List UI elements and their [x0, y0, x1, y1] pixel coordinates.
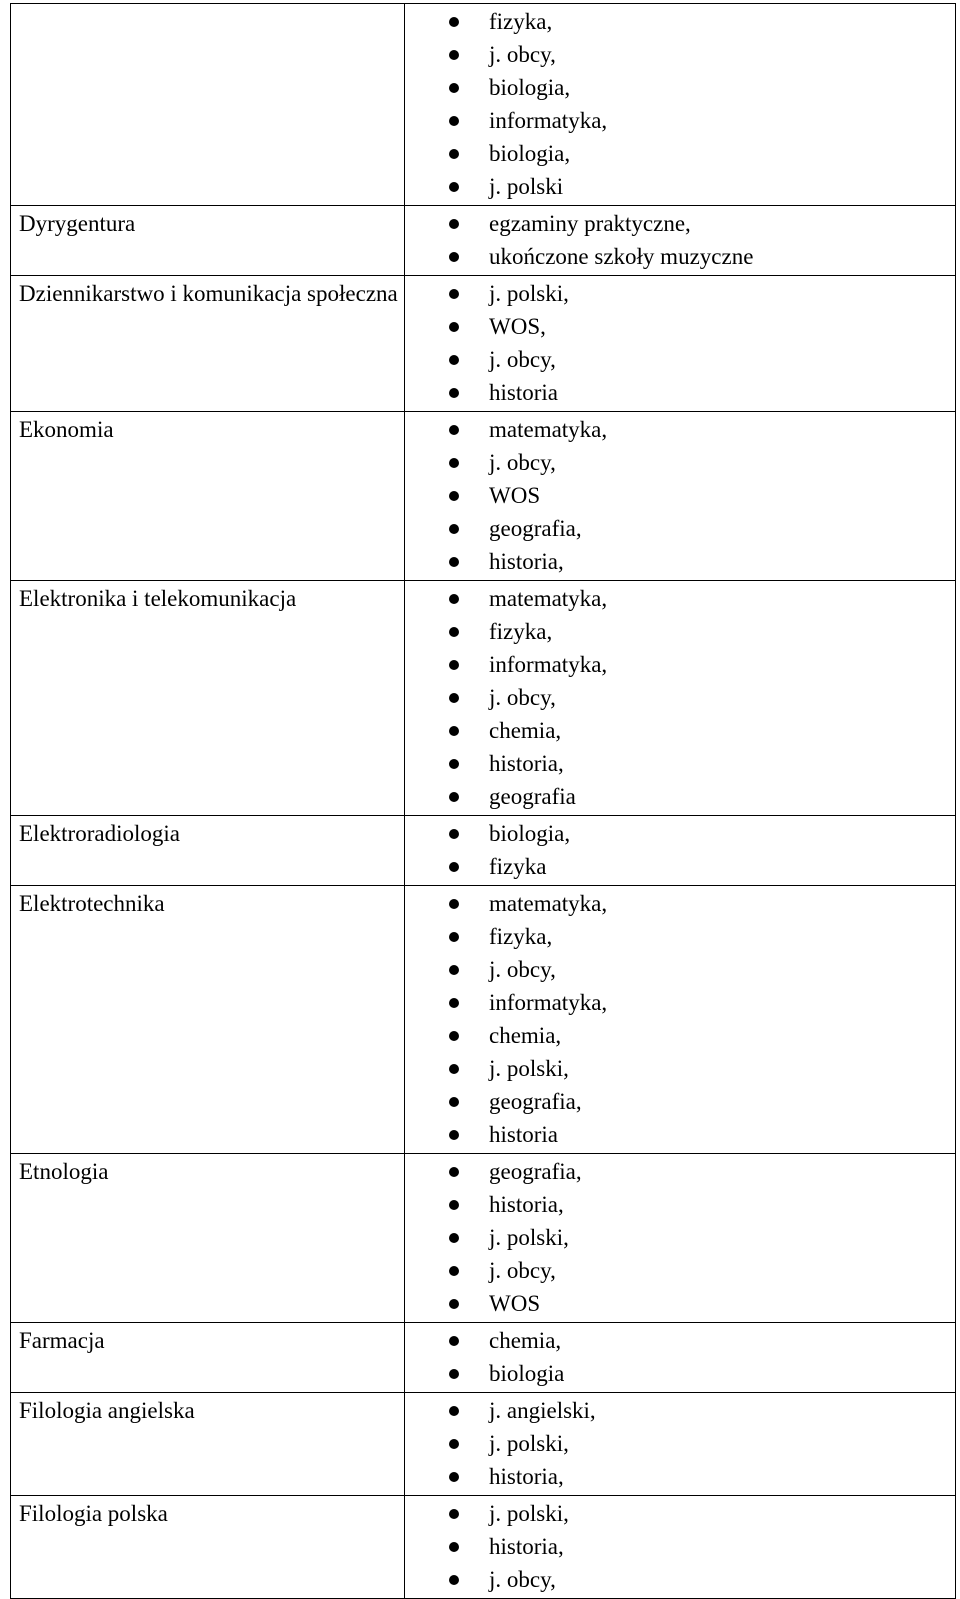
requirement-item: j. obcy,	[405, 953, 955, 986]
major-name: Filologia polska	[19, 1501, 168, 1526]
requirement-item: biologia,	[405, 817, 955, 850]
table-row	[11, 4, 956, 206]
requirement-item: j. obcy,	[405, 38, 955, 71]
requirements-list	[405, 277, 955, 409]
requirements-cell	[405, 1393, 956, 1496]
requirement-item: j. polski	[405, 170, 955, 203]
major-name: Etnologia	[19, 1159, 109, 1184]
major-cell	[11, 412, 405, 581]
requirement-item: j. polski,	[405, 1221, 955, 1254]
requirement-item: j. obcy,	[405, 446, 955, 479]
requirement-item: historia,	[405, 545, 955, 578]
major-cell	[11, 1323, 405, 1393]
majors-requirements-table	[10, 3, 956, 1599]
major-name: Farmacja	[19, 1328, 105, 1353]
requirement-item: j. polski,	[405, 1497, 955, 1530]
major-name: Dziennikarstwo i komunikacja społeczna	[19, 281, 398, 306]
requirement-item: geografia,	[405, 1155, 955, 1188]
requirement-item: fizyka,	[405, 920, 955, 953]
table-row	[11, 1393, 956, 1496]
requirement-item: matematyka,	[405, 582, 955, 615]
requirement-item: informatyka,	[405, 104, 955, 137]
table-row	[11, 276, 956, 412]
requirements-list	[405, 1324, 955, 1390]
requirement-item: informatyka,	[405, 986, 955, 1019]
major-cell	[11, 276, 405, 412]
requirement-item: fizyka,	[405, 5, 955, 38]
requirement-item: ukończone szkoły muzyczne	[405, 240, 955, 273]
requirement-item: geografia,	[405, 1085, 955, 1118]
requirements-cell	[405, 206, 956, 276]
requirements-list	[405, 1155, 955, 1320]
requirement-item: j. polski,	[405, 1052, 955, 1085]
requirement-item: matematyka,	[405, 887, 955, 920]
requirement-item: biologia,	[405, 137, 955, 170]
table-row	[11, 1496, 956, 1599]
requirement-item: informatyka,	[405, 648, 955, 681]
requirement-item: WOS	[405, 479, 955, 512]
table-row	[11, 206, 956, 276]
major-name: Elektronika i telekomunikacja	[19, 586, 297, 611]
major-cell	[11, 1496, 405, 1599]
requirement-item: egzaminy praktyczne,	[405, 207, 955, 240]
requirements-cell	[405, 816, 956, 886]
requirement-item: j. polski,	[405, 277, 955, 310]
requirement-item: j. obcy,	[405, 681, 955, 714]
requirements-list	[405, 1394, 955, 1493]
major-name: Dyrygentura	[19, 211, 136, 236]
requirements-cell	[405, 581, 956, 816]
requirement-item: WOS,	[405, 310, 955, 343]
requirements-cell	[405, 412, 956, 581]
requirements-cell	[405, 1323, 956, 1393]
requirement-item: biologia,	[405, 71, 955, 104]
major-name: Elektrotechnika	[19, 891, 165, 916]
requirements-cell	[405, 1496, 956, 1599]
major-cell	[11, 886, 405, 1154]
requirement-item: WOS	[405, 1287, 955, 1320]
requirement-item: j. obcy,	[405, 1563, 955, 1596]
requirements-list	[405, 887, 955, 1151]
requirement-item: biologia	[405, 1357, 955, 1390]
major-cell	[11, 581, 405, 816]
requirement-item: chemia,	[405, 1019, 955, 1052]
requirement-item: j. obcy,	[405, 1254, 955, 1287]
table-body	[11, 4, 956, 1599]
requirement-item: historia,	[405, 747, 955, 780]
requirement-item: historia,	[405, 1530, 955, 1563]
major-cell	[11, 1393, 405, 1496]
major-cell	[11, 1154, 405, 1323]
requirement-item: j. obcy,	[405, 343, 955, 376]
requirement-item: j. polski,	[405, 1427, 955, 1460]
requirement-item: historia	[405, 376, 955, 409]
table-row	[11, 1323, 956, 1393]
requirement-item: geografia	[405, 780, 955, 813]
requirements-list	[405, 1497, 955, 1596]
requirements-cell	[405, 4, 956, 206]
major-name: Ekonomia	[19, 417, 114, 442]
requirements-cell	[405, 276, 956, 412]
requirement-item: chemia,	[405, 1324, 955, 1357]
requirement-item: historia	[405, 1118, 955, 1151]
requirement-item: historia,	[405, 1188, 955, 1221]
requirements-list	[405, 207, 955, 273]
major-cell	[11, 816, 405, 886]
table-row	[11, 581, 956, 816]
requirement-item: j. angielski,	[405, 1394, 955, 1427]
requirements-list	[405, 413, 955, 578]
requirement-item: matematyka,	[405, 413, 955, 446]
major-cell	[11, 4, 405, 206]
requirement-item: fizyka	[405, 850, 955, 883]
table-row	[11, 816, 956, 886]
requirement-item: geografia,	[405, 512, 955, 545]
requirement-item: chemia,	[405, 714, 955, 747]
requirements-cell	[405, 1154, 956, 1323]
requirement-item: fizyka,	[405, 615, 955, 648]
requirements-list	[405, 582, 955, 813]
requirements-list	[405, 817, 955, 883]
table-row	[11, 886, 956, 1154]
major-name: Elektroradiologia	[19, 821, 180, 846]
requirements-list	[405, 5, 955, 203]
major-cell	[11, 206, 405, 276]
requirements-cell	[405, 886, 956, 1154]
requirement-item: historia,	[405, 1460, 955, 1493]
major-name: Filologia angielska	[19, 1398, 195, 1423]
table-row	[11, 412, 956, 581]
table-row	[11, 1154, 956, 1323]
